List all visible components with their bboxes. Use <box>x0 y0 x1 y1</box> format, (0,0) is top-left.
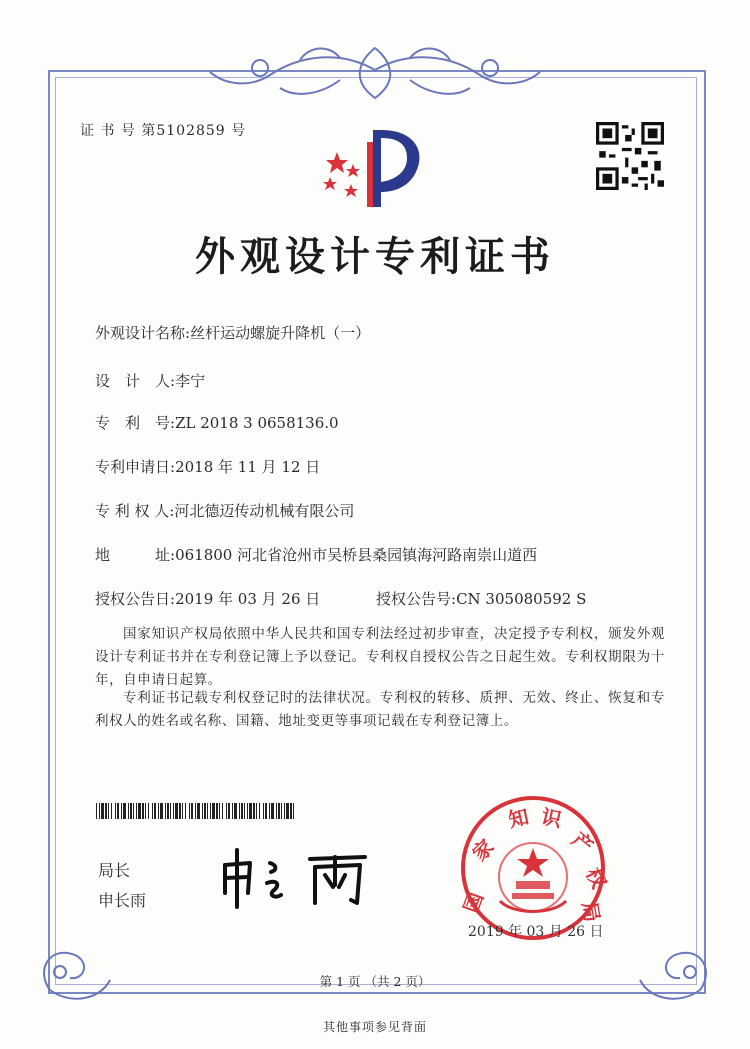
grant-number-field <box>376 588 586 609</box>
top-ornament <box>200 40 550 110</box>
certificate-number: 证 书 号 第5102859 号 <box>80 123 247 139</box>
barcode <box>96 803 296 819</box>
design-name-label: 外观设计名称: <box>95 324 191 342</box>
svg-text:局: 局 <box>577 899 605 924</box>
svg-text:知: 知 <box>506 804 531 832</box>
svg-text:识: 识 <box>539 804 564 832</box>
grant-number-value: CN 305080592 S <box>456 590 587 608</box>
patent-office-logo <box>315 122 435 212</box>
grant-number-label: 授权公告号: <box>376 590 457 608</box>
application-date-label: 专利申请日: <box>95 458 176 476</box>
grant-date-field <box>95 588 320 609</box>
svg-text:家: 家 <box>467 834 499 866</box>
patentee-label: 专 利 权 人: <box>95 502 175 520</box>
patent-number-field <box>95 412 339 433</box>
certificate-title: 外观设计专利证书 <box>195 233 555 280</box>
handwritten-signature <box>215 845 385 910</box>
address-label: 地 址: <box>95 546 176 564</box>
address-field <box>95 544 537 565</box>
design-name-field <box>95 322 370 343</box>
seal-date: 2019 年 03 月 26 日 <box>468 924 604 940</box>
patent-number-value: ZL 2018 3 0658136.0 <box>175 414 339 432</box>
paragraph-grant-statement: 国家知识产权局依照中华人民共和国专利法经过初步审查，决定授予专利权，颁发外观设计专利证书并在专利登记簿上予以登记。专利权自授权公告之日起生效。专利权期限为十年，自申请日起算。 <box>95 626 665 688</box>
designer-field <box>95 370 205 391</box>
director-title: 局长 <box>98 861 131 880</box>
bottom-left-ornament <box>30 930 120 1010</box>
paragraph-legal-status: 专利证书记载专利权登记时的法律状况。专利权的转移、质押、无效、终止、恢复和专利权人的姓名或名称、国籍、地址变更等事项记载在专利登记簿上。 <box>95 690 665 729</box>
svg-text:国: 国 <box>458 889 489 917</box>
application-date-value: 2018 年 11 月 12 日 <box>175 458 321 476</box>
patent-number-label: 专 利 号: <box>95 414 176 432</box>
qr-code <box>596 122 664 190</box>
address-value: 061800 河北省沧州市吴桥县桑园镇海河路南崇山道西 <box>175 546 538 564</box>
application-date-field <box>95 456 320 477</box>
svg-text:权: 权 <box>581 863 612 893</box>
patentee-field <box>95 500 354 521</box>
designer-label: 设 计 人: <box>95 372 176 390</box>
page-number: 第 1 页 （共 2 页） <box>319 974 431 989</box>
footer-note: 其他事项参见背面 <box>322 1020 427 1034</box>
patentee-value: 河北德迈传动机械有限公司 <box>174 502 355 520</box>
bottom-right-ornament <box>630 930 720 1010</box>
designer-value: 李宁 <box>175 372 206 390</box>
svg-text:产: 产 <box>567 827 598 859</box>
grant-date-label: 授权公告日: <box>95 590 176 608</box>
grant-date-value: 2019 年 03 月 26 日 <box>175 590 321 608</box>
director-name: 申长雨 <box>98 891 147 910</box>
design-name-value: 丝杆运动螺旋升降机（一） <box>190 324 371 342</box>
